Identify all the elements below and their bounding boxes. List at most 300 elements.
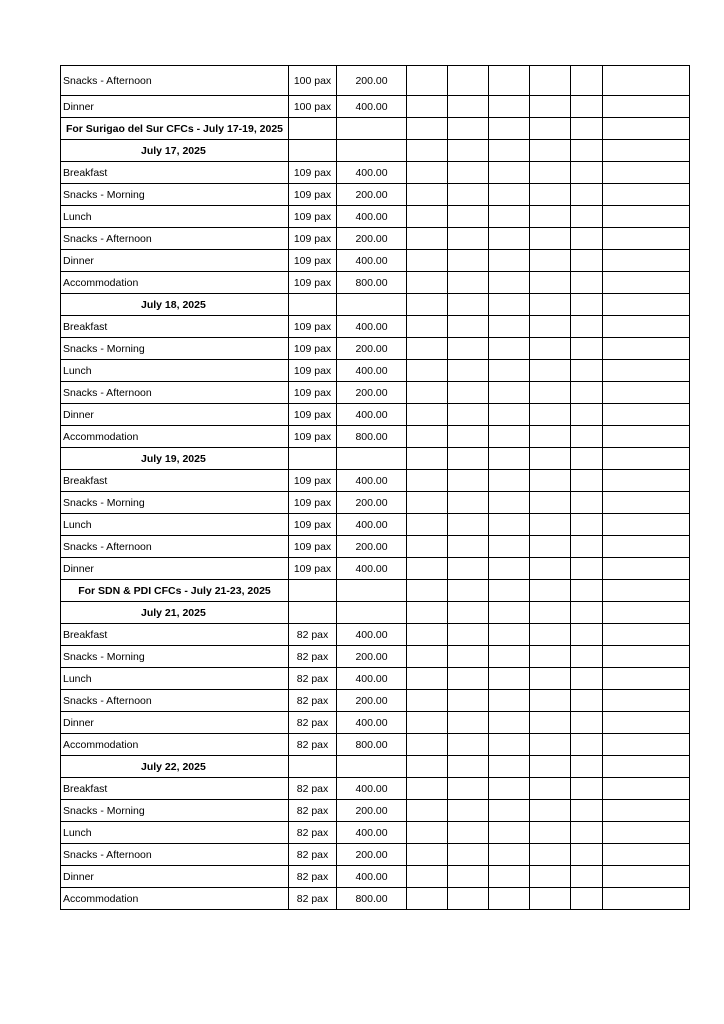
blank-cell [489,844,530,866]
item-description-cell: Snacks - Afternoon [61,382,289,404]
quantity-cell [289,602,337,624]
quantity-cell: 82 pax [289,646,337,668]
blank-cell [407,184,448,206]
unit-price-cell [337,118,407,140]
blank-cell [571,66,603,96]
blank-cell [603,426,690,448]
blank-cell [489,822,530,844]
blank-cell [603,404,690,426]
blank-cell [571,514,603,536]
table-row [61,228,690,250]
blank-cell [489,360,530,382]
blank-cell [571,426,603,448]
blank-cell [407,536,448,558]
blank-cell [571,888,603,910]
blank-cell [489,492,530,514]
table-row [61,514,690,536]
blank-cell [448,184,489,206]
blank-cell [603,448,690,470]
blank-cell [489,558,530,580]
blank-cell [407,690,448,712]
blank-cell [407,316,448,338]
blank-cell [571,778,603,800]
blank-cell [571,338,603,360]
blank-cell [448,558,489,580]
blank-cell [571,536,603,558]
section-heading-row [61,580,690,602]
blank-cell [489,404,530,426]
blank-cell [489,184,530,206]
blank-cell [489,800,530,822]
blank-cell [448,536,489,558]
blank-cell [530,822,571,844]
blank-cell [448,866,489,888]
item-description-cell: Snacks - Morning [61,492,289,514]
unit-price-cell: 400.00 [337,96,407,118]
quantity-cell: 82 pax [289,866,337,888]
blank-cell [571,250,603,272]
blank-cell [407,822,448,844]
blank-cell [448,426,489,448]
unit-price-cell: 200.00 [337,800,407,822]
unit-price-cell: 200.00 [337,492,407,514]
blank-cell [571,118,603,140]
blank-cell [448,492,489,514]
blank-cell [448,338,489,360]
quantity-cell [289,140,337,162]
unit-price-cell: 400.00 [337,514,407,536]
blank-cell [530,712,571,734]
blank-cell [448,382,489,404]
quantity-cell: 109 pax [289,514,337,536]
unit-price-cell: 400.00 [337,822,407,844]
item-description-cell: Dinner [61,866,289,888]
blank-cell [407,646,448,668]
table-row [61,624,690,646]
quantity-cell: 82 pax [289,800,337,822]
blank-cell [530,470,571,492]
table-row [61,360,690,382]
blank-cell [530,206,571,228]
date-cell: July 21, 2025 [61,602,289,624]
section-heading-cell: For SDN & PDI CFCs - July 21-23, 2025 [61,580,289,602]
item-description-cell: Lunch [61,360,289,382]
blank-cell [603,184,690,206]
table-row [61,866,690,888]
unit-price-cell: 200.00 [337,228,407,250]
blank-cell [407,778,448,800]
table-row [61,822,690,844]
blank-cell [448,162,489,184]
table-row [61,426,690,448]
item-description-cell: Breakfast [61,778,289,800]
blank-cell [448,602,489,624]
blank-cell [603,844,690,866]
blank-cell [530,756,571,778]
item-description-cell: Dinner [61,404,289,426]
blank-cell [530,316,571,338]
blank-cell [448,470,489,492]
unit-price-cell [337,448,407,470]
quantity-cell: 100 pax [289,66,337,96]
blank-cell [489,426,530,448]
unit-price-cell [337,140,407,162]
blank-cell [448,756,489,778]
table-row [61,96,690,118]
blank-cell [603,888,690,910]
blank-cell [571,360,603,382]
quantity-cell: 109 pax [289,558,337,580]
section-heading-cell: For Surigao del Sur CFCs - July 17-19, 2025 [61,118,289,140]
blank-cell [571,844,603,866]
quantity-cell [289,448,337,470]
blank-cell [603,360,690,382]
blank-cell [407,470,448,492]
blank-cell [530,448,571,470]
blank-cell [489,250,530,272]
blank-cell [530,360,571,382]
table-row [61,272,690,294]
blank-cell [603,96,690,118]
blank-cell [530,800,571,822]
blank-cell [530,426,571,448]
date-row [61,602,690,624]
table-row [61,66,690,96]
blank-cell [530,536,571,558]
blank-cell [489,118,530,140]
blank-cell [571,690,603,712]
blank-cell [489,580,530,602]
blank-cell [407,426,448,448]
blank-cell [489,734,530,756]
blank-cell [571,140,603,162]
item-description-cell: Snacks - Morning [61,184,289,206]
blank-cell [407,624,448,646]
blank-cell [489,294,530,316]
table-row [61,734,690,756]
blank-cell [603,316,690,338]
blank-cell [489,382,530,404]
blank-cell [530,404,571,426]
unit-price-cell [337,580,407,602]
unit-price-cell: 400.00 [337,470,407,492]
unit-price-cell [337,602,407,624]
quantity-cell: 82 pax [289,668,337,690]
unit-price-cell: 400.00 [337,360,407,382]
blank-cell [603,822,690,844]
quantity-cell: 82 pax [289,712,337,734]
blank-cell [489,514,530,536]
item-description-cell: Dinner [61,712,289,734]
table-row [61,338,690,360]
item-description-cell: Accommodation [61,426,289,448]
blank-cell [571,228,603,250]
blank-cell [603,866,690,888]
blank-cell [603,800,690,822]
blank-cell [530,184,571,206]
quantity-cell: 82 pax [289,888,337,910]
unit-price-cell: 200.00 [337,844,407,866]
blank-cell [603,536,690,558]
blank-cell [448,822,489,844]
table-row [61,250,690,272]
blank-cell [530,492,571,514]
blank-cell [530,624,571,646]
blank-cell [407,844,448,866]
quantity-cell: 109 pax [289,338,337,360]
blank-cell [448,96,489,118]
quantity-cell: 109 pax [289,470,337,492]
blank-cell [571,558,603,580]
blank-cell [448,316,489,338]
blank-cell [448,228,489,250]
unit-price-cell: 400.00 [337,206,407,228]
blank-cell [489,66,530,96]
blank-cell [489,272,530,294]
quantity-cell: 109 pax [289,184,337,206]
unit-price-cell: 400.00 [337,316,407,338]
table-row [61,690,690,712]
blank-cell [489,888,530,910]
blank-cell [407,580,448,602]
blank-cell [448,888,489,910]
blank-cell [530,888,571,910]
blank-cell [571,734,603,756]
quantity-cell: 109 pax [289,250,337,272]
blank-cell [603,580,690,602]
blank-cell [530,294,571,316]
quantity-cell [289,118,337,140]
blank-cell [407,140,448,162]
unit-price-cell: 200.00 [337,382,407,404]
blank-cell [571,206,603,228]
blank-cell [407,338,448,360]
unit-price-cell: 400.00 [337,250,407,272]
item-description-cell: Breakfast [61,470,289,492]
date-row [61,294,690,316]
blank-cell [530,734,571,756]
blank-cell [448,646,489,668]
blank-cell [530,778,571,800]
blank-cell [407,382,448,404]
blank-cell [489,316,530,338]
blank-cell [571,492,603,514]
blank-cell [489,96,530,118]
blank-cell [571,448,603,470]
item-description-cell: Snacks - Afternoon [61,228,289,250]
blank-cell [571,294,603,316]
blank-cell [448,206,489,228]
blank-cell [603,338,690,360]
blank-cell [448,448,489,470]
date-row [61,448,690,470]
blank-cell [571,602,603,624]
unit-price-cell: 400.00 [337,778,407,800]
blank-cell [489,206,530,228]
blank-cell [448,404,489,426]
quantity-cell: 109 pax [289,426,337,448]
blank-cell [489,536,530,558]
quantity-cell: 109 pax [289,492,337,514]
quantity-cell: 109 pax [289,162,337,184]
blank-cell [530,844,571,866]
blank-cell [448,360,489,382]
blank-cell [448,624,489,646]
table-row [61,206,690,228]
item-description-cell: Breakfast [61,624,289,646]
blank-cell [448,800,489,822]
table-row [61,712,690,734]
blank-cell [489,470,530,492]
blank-cell [407,866,448,888]
unit-price-cell: 200.00 [337,338,407,360]
unit-price-cell: 800.00 [337,888,407,910]
item-description-cell: Lunch [61,206,289,228]
blank-cell [489,690,530,712]
date-cell: July 19, 2025 [61,448,289,470]
table-row [61,844,690,866]
blank-cell [407,294,448,316]
table-row [61,316,690,338]
blank-cell [489,866,530,888]
unit-price-cell [337,756,407,778]
blank-cell [530,690,571,712]
item-description-cell: Snacks - Morning [61,800,289,822]
blank-cell [603,228,690,250]
unit-price-cell: 200.00 [337,66,407,96]
quantity-cell [289,580,337,602]
blank-cell [489,646,530,668]
item-description-cell: Snacks - Afternoon [61,66,289,96]
blank-cell [530,66,571,96]
blank-cell [407,668,448,690]
date-row [61,140,690,162]
date-cell: July 22, 2025 [61,756,289,778]
blank-cell [448,294,489,316]
table-row [61,382,690,404]
blank-cell [448,690,489,712]
table-row [61,646,690,668]
price-schedule-table [60,65,690,910]
unit-price-cell: 200.00 [337,690,407,712]
table-row [61,184,690,206]
blank-cell [407,360,448,382]
blank-cell [407,118,448,140]
blank-cell [603,294,690,316]
blank-cell [407,206,448,228]
blank-cell [571,866,603,888]
blank-cell [489,162,530,184]
quantity-cell: 82 pax [289,624,337,646]
quantity-cell: 82 pax [289,690,337,712]
unit-price-cell: 400.00 [337,624,407,646]
blank-cell [489,668,530,690]
blank-cell [571,162,603,184]
item-description-cell: Accommodation [61,272,289,294]
item-description-cell: Snacks - Afternoon [61,536,289,558]
blank-cell [571,646,603,668]
unit-price-cell: 200.00 [337,646,407,668]
table-row [61,536,690,558]
blank-cell [407,228,448,250]
blank-cell [530,338,571,360]
blank-cell [571,382,603,404]
blank-cell [448,250,489,272]
blank-cell [448,514,489,536]
blank-cell [603,734,690,756]
blank-cell [448,844,489,866]
blank-cell [407,272,448,294]
date-row [61,756,690,778]
blank-cell [603,602,690,624]
blank-cell [407,602,448,624]
blank-cell [448,778,489,800]
blank-cell [407,800,448,822]
quantity-cell [289,294,337,316]
blank-cell [407,558,448,580]
blank-cell [571,822,603,844]
blank-cell [571,404,603,426]
blank-cell [603,712,690,734]
blank-cell [407,66,448,96]
blank-cell [407,888,448,910]
item-description-cell: Dinner [61,250,289,272]
blank-cell [603,514,690,536]
item-description-cell: Snacks - Afternoon [61,690,289,712]
blank-cell [448,668,489,690]
blank-cell [530,228,571,250]
blank-cell [603,646,690,668]
blank-cell [489,140,530,162]
quantity-cell: 100 pax [289,96,337,118]
item-description-cell: Dinner [61,558,289,580]
item-description-cell: Lunch [61,668,289,690]
section-heading-row [61,118,690,140]
unit-price-cell: 400.00 [337,558,407,580]
blank-cell [407,756,448,778]
blank-cell [530,250,571,272]
blank-cell [407,250,448,272]
blank-cell [530,668,571,690]
blank-cell [571,800,603,822]
blank-cell [530,162,571,184]
blank-cell [603,66,690,96]
quantity-cell [289,756,337,778]
unit-price-cell: 400.00 [337,162,407,184]
quantity-cell: 109 pax [289,206,337,228]
blank-cell [603,624,690,646]
quantity-cell: 109 pax [289,360,337,382]
quantity-cell: 109 pax [289,272,337,294]
item-description-cell: Snacks - Morning [61,646,289,668]
unit-price-cell: 400.00 [337,712,407,734]
blank-cell [407,404,448,426]
unit-price-cell: 200.00 [337,184,407,206]
blank-cell [603,382,690,404]
blank-cell [571,756,603,778]
blank-cell [603,690,690,712]
table-row [61,492,690,514]
table-row [61,558,690,580]
table-row [61,470,690,492]
item-description-cell: Lunch [61,822,289,844]
blank-cell [603,492,690,514]
item-description-cell: Lunch [61,514,289,536]
item-description-cell: Breakfast [61,316,289,338]
blank-cell [571,470,603,492]
blank-cell [448,734,489,756]
blank-cell [489,228,530,250]
